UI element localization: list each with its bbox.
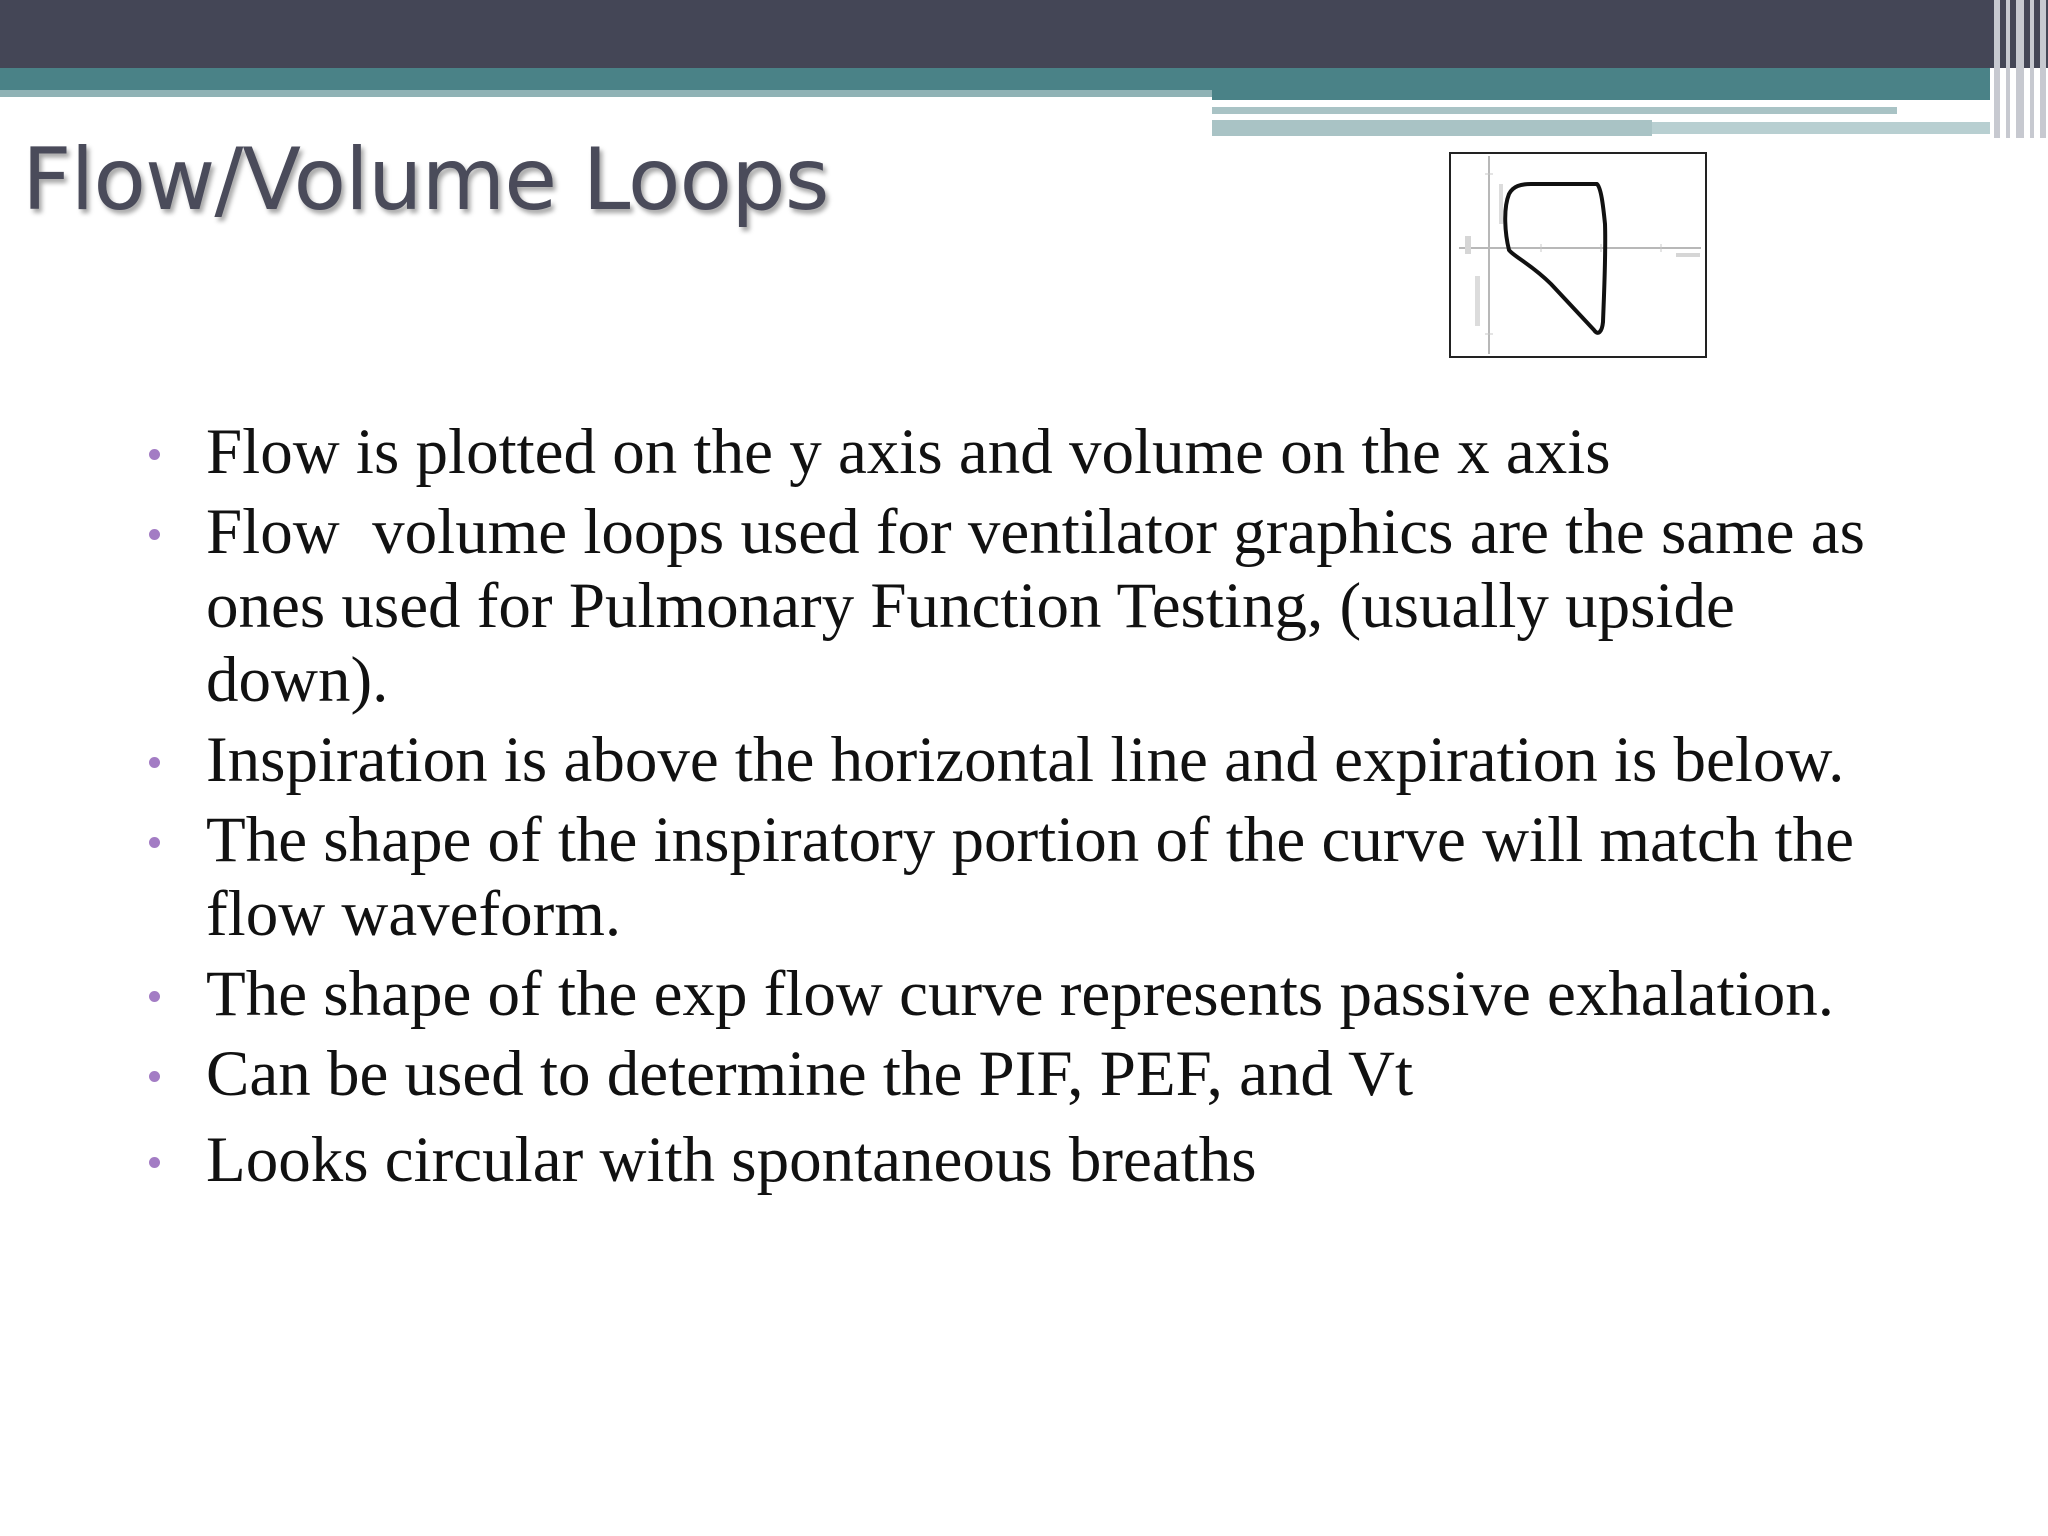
bullet-item: [145, 1037, 1905, 1111]
flow-volume-loop-figure: [1449, 152, 1707, 358]
flow-volume-loop-graphic: [1451, 154, 1705, 356]
axis-label-smudge: [1465, 236, 1471, 254]
bullet-dot-icon: [149, 449, 160, 460]
bullet-text: Flow is plotted on the y axis and volume on the x axis: [206, 416, 1611, 488]
bullet-item: [145, 723, 1905, 797]
bullet-text: Flow volume loops used for ventilator graphics are the same as ones used for Pulmonary Function Testing, (usually upside down).: [206, 496, 1882, 716]
bullet-dot-icon: [149, 837, 160, 848]
header-right-stripes: [1990, 0, 2048, 138]
bullet-item: [145, 957, 1905, 1031]
header-bar: [0, 0, 2048, 68]
bullet-dot-icon: [149, 991, 160, 1002]
header-accent-band: [0, 68, 1990, 90]
header-accent-line-pale-2: [1212, 120, 1652, 136]
bullet-item: [145, 415, 1905, 489]
header-accent-line-pale: [1212, 107, 1897, 114]
bullet-text: Can be used to determine the PIF, PEF, and Vt: [206, 1038, 1414, 1110]
bullet-text: The shape of the exp flow curve represents passive exhalation.: [206, 958, 1835, 1030]
bullet-text: Inspiration is above the horizontal line and expiration is below.: [206, 724, 1845, 796]
bullet-item: [145, 1123, 1905, 1197]
flow-volume-loop-curve: [1505, 184, 1605, 333]
header-accent-block: [1212, 90, 1990, 100]
bullet-item: [145, 803, 1905, 951]
axis-label-smudge: [1475, 276, 1480, 326]
bullet-item: [145, 495, 1905, 717]
header-accent-line-pale-3: [1652, 122, 1990, 134]
bullet-list: [145, 415, 1905, 1203]
bullet-dot-icon: [149, 529, 160, 540]
slide-title: Flow/Volume Loops: [22, 130, 829, 230]
bullet-text: Looks circular with spontaneous breaths: [206, 1124, 1257, 1196]
header-accent-line: [0, 90, 1212, 97]
bullet-dot-icon: [149, 1157, 160, 1168]
bullet-text: The shape of the inspiratory portion of the curve will match the flow waveform.: [206, 804, 1854, 950]
axis-label-smudge: [1676, 253, 1700, 257]
axis-label-smudge: [1499, 184, 1503, 224]
bullet-dot-icon: [149, 1071, 160, 1082]
bullet-dot-icon: [149, 757, 160, 768]
